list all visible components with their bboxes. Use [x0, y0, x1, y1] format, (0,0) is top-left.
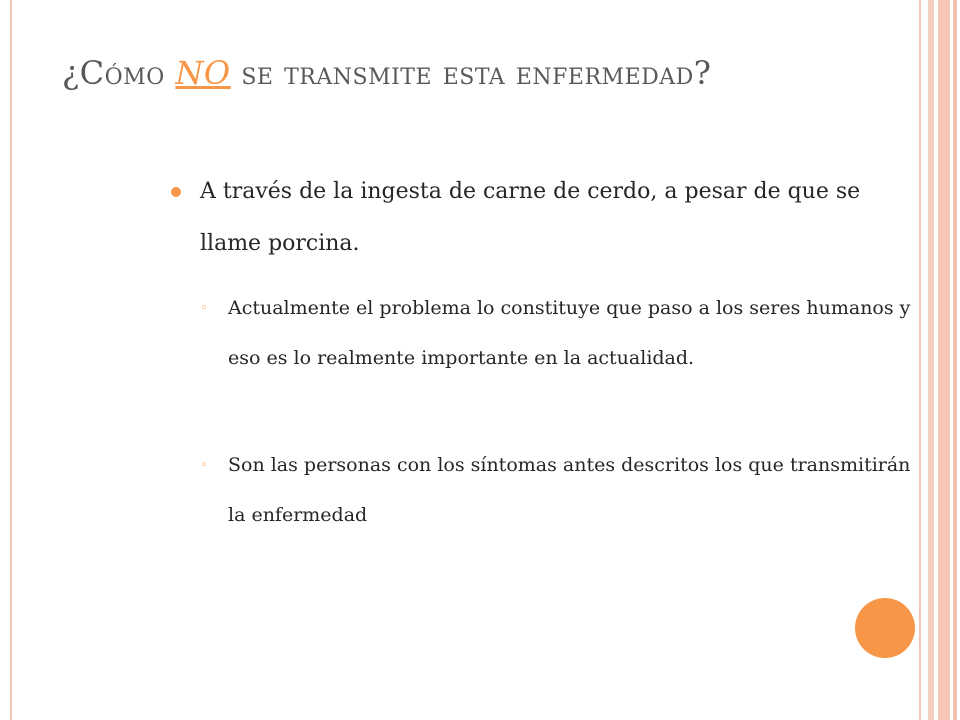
sub-bullet-text: Son las personas con los síntomas antes descritos los que transmitirán la enfermedad [228, 454, 911, 526]
title-suffix: se transmite esta enfermedad? [230, 54, 712, 92]
slide-title [62, 50, 902, 97]
bullet-text: A través de la ingesta de carne de cerdo, a pesar de que se llame porcina. [200, 179, 861, 256]
ring-bullet-icon: ◦ [200, 301, 208, 316]
right-stripe [919, 0, 921, 720]
bullet-dot-icon [171, 187, 181, 197]
ring-bullet-icon: ◦ [200, 458, 208, 473]
right-stripe [928, 0, 934, 720]
right-stripe [938, 0, 950, 720]
title-emphasis-link[interactable]: NO [175, 54, 231, 92]
decorative-circle [855, 598, 915, 658]
bullet-item [200, 166, 915, 270]
sub-bullet-item [200, 283, 918, 383]
left-frame-line [10, 0, 12, 720]
sub-bullet-item [200, 440, 918, 540]
title-prefix: ¿Cómo [62, 54, 176, 92]
right-stripe [953, 0, 957, 720]
sub-bullet-text: Actualmente el problema lo constituye que paso a los seres humanos y eso es lo realmente importante en la actualidad. [228, 297, 911, 369]
